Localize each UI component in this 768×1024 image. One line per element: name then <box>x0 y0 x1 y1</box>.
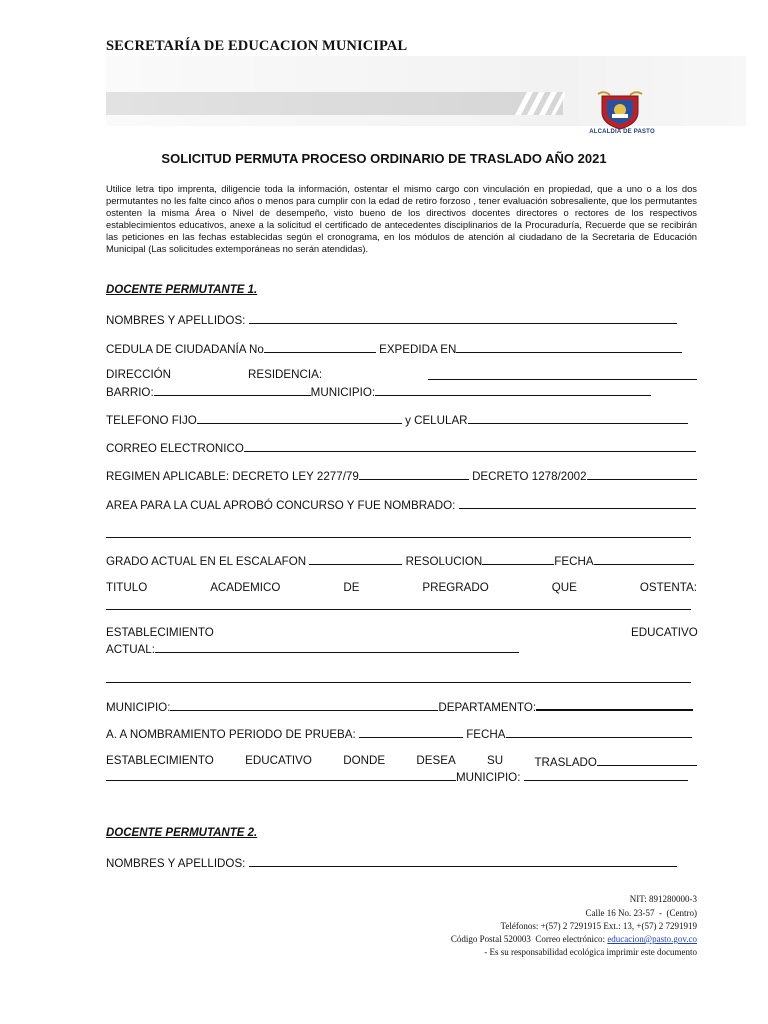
municipio2-blank[interactable] <box>170 699 438 711</box>
establecimiento-continuation-blank[interactable] <box>106 682 691 683</box>
grado-field-row <box>106 553 694 569</box>
area-field-row <box>106 497 696 513</box>
footer-email-link[interactable]: educacion@pasto.gov.co <box>607 934 697 944</box>
footer-postal: Código Postal 520003 Correo electrónico: <box>450 934 608 944</box>
fecha-blank[interactable] <box>594 553 694 565</box>
actual-blank[interactable] <box>155 641 519 653</box>
traslado-continuation-blank[interactable] <box>106 769 456 781</box>
decreto-blank[interactable] <box>587 468 697 480</box>
nombramiento-row <box>106 726 692 742</box>
correo-blank[interactable] <box>244 440 696 452</box>
direccion-blank[interactable] <box>428 379 697 380</box>
instructions-paragraph: Utilice letra tipo imprenta, diligencie toda la información, ostentar el mismo cargo con vinculación en propiedad, que a uno o a los dos permutantes no les falte cinco años o menos para cumplir con la edad de retiro forzoso , tener evaluación sobresaliente, que los permutantes ostenten la misma Área o Nivel de desempeño, visto bueno de los directivos docentes directores o rectores de los respectivos establecimientos educativos, anexe a la solicitud el certificado de antecedentes disciplinarios de la Procuraduría, Recuerde que se recibirán las peticiones en las fechas establecidas según el cronograma, en los módulos de atención al ciudadano de la Secretaria de Educación Municipal (Las solicitudes extemporáneas no serán atendidas). <box>106 183 697 254</box>
traslado-label-row <box>106 754 697 769</box>
actual-label: ACTUAL: <box>106 643 155 656</box>
regimen-label: REGIMEN APLICABLE: DECRETO LEY 2277/79 <box>106 470 359 483</box>
traslado-word: DESEA <box>416 754 456 767</box>
barrio-blank[interactable] <box>154 384 311 396</box>
decreto-label: DECRETO 1278/2002 <box>472 470 587 483</box>
establecimiento-actual-label-b: EDUCATIVO <box>631 626 698 639</box>
org-title: SECRETARÍA DE EDUCACION MUNICIPAL <box>106 38 408 54</box>
expedida-label: EXPEDIDA EN <box>379 343 457 356</box>
municipio-dep-row <box>106 698 693 715</box>
nombres-blank[interactable] <box>249 312 677 324</box>
header-banner-bar <box>106 92 563 115</box>
titulo-word: QUE <box>551 581 577 594</box>
departamento-blank[interactable] <box>536 698 693 711</box>
area-label: AREA PARA LA CUAL APROBÓ CONCURSO Y FUE NOMBRADO: <box>106 499 456 512</box>
footer-postal-row <box>451 934 697 944</box>
document-title: SOLICITUD PERMUTA PROCESO ORDINARIO DE TRASLADO AÑO 2021 <box>161 151 607 166</box>
municipio-blank[interactable] <box>375 384 651 396</box>
section-heading-docente-1: DOCENTE PERMUTANTE 1. <box>106 284 258 296</box>
titulo-word: DE <box>343 581 360 594</box>
municipio3-label: MUNICIPIO: <box>456 771 521 784</box>
titulo-word: OSTENTA: <box>639 581 697 594</box>
nombres2-label: NOMBRES Y APELLIDOS: <box>106 857 246 870</box>
telefono-blank[interactable] <box>197 412 402 424</box>
titulo-word: TITULO <box>106 581 148 594</box>
correo-field-row <box>106 440 696 456</box>
resolucion-blank[interactable] <box>482 553 554 565</box>
regimen-field-row <box>106 468 697 484</box>
header-banner-background <box>106 56 746 126</box>
traslado-continuation-row <box>106 769 688 785</box>
traslado-word-last <box>534 754 697 769</box>
direccion-label: DIRECCIÓN <box>106 368 172 381</box>
celular-blank[interactable] <box>468 412 688 424</box>
fecha-label: FECHA <box>554 555 594 568</box>
nombres-label: NOMBRES Y APELLIDOS: <box>106 314 246 327</box>
barrio-label: BARRIO: <box>106 386 154 399</box>
traslado-word: DONDE <box>343 754 386 767</box>
area-blank[interactable] <box>459 497 696 509</box>
resolucion-label: RESOLUCION <box>405 555 483 568</box>
municipio-label: MUNICIPIO: <box>310 386 376 399</box>
footer-address: Calle 16 No. 23-57 - (Centro) <box>585 908 697 918</box>
grado-blank[interactable] <box>309 553 402 565</box>
residencia-label: RESIDENCIA: <box>248 368 323 381</box>
section-heading-docente-2: DOCENTE PERMUTANTE 2. <box>106 827 258 839</box>
traslado-blank[interactable] <box>597 754 697 766</box>
nombramiento-label: A. A NOMBRAMIENTO PERIODO DE PRUEBA: <box>106 728 356 741</box>
cedula-field-row <box>106 341 682 357</box>
traslado-word: SU <box>487 754 504 767</box>
nombres-field-row <box>106 312 677 328</box>
traslado-word: ESTABLECIMIENTO <box>106 754 214 767</box>
traslado-word: EDUCATIVO <box>245 754 312 767</box>
cedula-label: CEDULA DE CIUDADANÍA No <box>106 343 264 356</box>
telefono-field-row <box>106 412 688 428</box>
logo-label: ALCALDIA DE PASTO <box>589 129 655 135</box>
departamento-label: DEPARTAMENTO: <box>438 701 537 714</box>
footer-phones: Teléfonos: +(57) 2 7291915 Ext.: 13, +(57) 2 7291919 <box>500 921 697 931</box>
traslado-word: TRASLADO <box>534 756 597 769</box>
barrio-field-row <box>106 384 651 400</box>
nombramiento-blank[interactable] <box>359 726 463 738</box>
alcaldia-crest-icon <box>594 90 646 130</box>
banner-stripes-decoration <box>505 92 565 115</box>
footer-eco-note: - Es su responsabilidad ecológica imprimir este documento <box>484 947 697 957</box>
municipio2-label: MUNICIPIO: <box>106 701 171 714</box>
regimen-blank[interactable] <box>359 468 469 480</box>
titulo-word: ACADEMICO <box>210 581 281 594</box>
establecimiento-actual-label-a: ESTABLECIMIENTO <box>106 626 214 639</box>
titulo-word: PREGRADO <box>422 581 489 594</box>
fecha2-blank[interactable] <box>506 726 692 738</box>
expedida-blank[interactable] <box>456 341 682 353</box>
titulo-blank[interactable] <box>106 609 691 610</box>
footer-nit: NIT: 891280000-3 <box>629 894 697 904</box>
municipio3-blank[interactable] <box>524 769 688 781</box>
cedula-blank[interactable] <box>264 341 376 353</box>
telefono-label: TELEFONO FIJO <box>106 414 197 427</box>
grado-label: GRADO ACTUAL EN EL ESCALAFON <box>106 555 307 568</box>
correo-label: CORREO ELECTRONICO <box>106 442 244 455</box>
fecha2-label: FECHA <box>466 728 506 741</box>
actual-field-row <box>106 641 519 657</box>
titulo-academico-label <box>106 581 697 594</box>
nombres2-field-row <box>106 855 677 871</box>
area-continuation-blank[interactable] <box>106 537 691 538</box>
celular-label: y CELULAR <box>405 414 468 427</box>
nombres2-blank[interactable] <box>249 855 677 867</box>
